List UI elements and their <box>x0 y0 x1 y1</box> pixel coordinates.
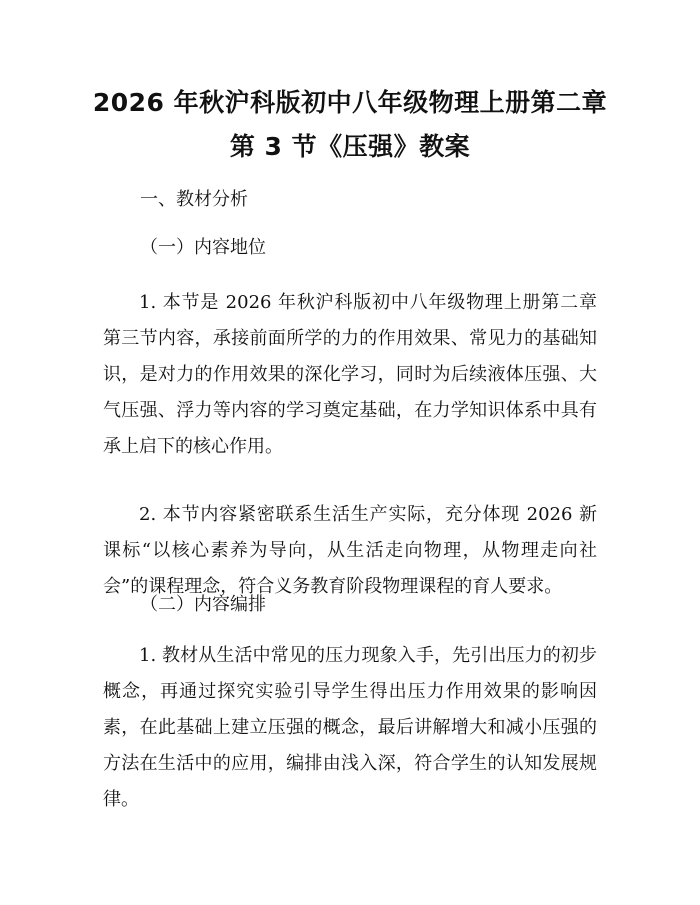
paragraph-content-position-1 <box>103 285 597 465</box>
paragraph-text: 1. 本节是 2026 年秋沪科版初中八年级物理上册第二章第三节内容，承接前面所学的力的作用效果、常见力的基础知识，是对力的作用效果的深化学习，同时为后续液体压强、大气压强、浮力等内容的学习奠定基础，在力学知识体系中具有承上启下的核心作用。 <box>103 292 597 457</box>
document-title-line-2: 第 3 节《压强》教案 <box>229 132 471 161</box>
paragraph-content-position-2 <box>103 497 597 605</box>
section-heading-textbook-analysis: 一、教材分析 <box>140 189 248 210</box>
paragraph-content-arrangement-1 <box>103 638 597 818</box>
subsection-heading-content-arrangement: （二）内容编排 <box>140 594 266 615</box>
subsection-heading-content-position: （一）内容地位 <box>140 237 266 258</box>
paragraph-text: 1. 教材从生活中常见的压力现象入手，先引出压力的初步概念，再通过探究实验引导学生得出压力作用效果的影响因素，在此基础上建立压强的概念，最后讲解增大和减小压强的方法在生活中的应用，编排由浅入深，符合学生的认知发展规律。 <box>103 645 597 810</box>
paragraph-text: 2. 本节内容紧密联系生活生产实际，充分体现 2026 新课标“以核心素养为导向，从生活走向物理，从物理走向社会”的课程理念，符合义务教育阶段物理课程的育人要求。 <box>103 504 597 597</box>
document-title-line-1: 2026 年秋沪科版初中八年级物理上册第二章 <box>92 88 608 117</box>
